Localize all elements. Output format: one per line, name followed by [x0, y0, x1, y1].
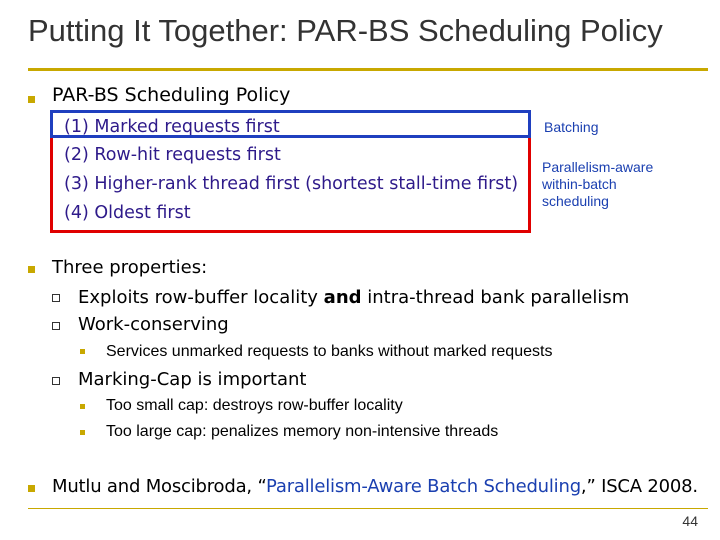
sub-sub-bullet-marker	[80, 349, 85, 354]
sub-bullet-marker	[52, 377, 60, 385]
marking-cap-small-detail: Too small cap: destroys row-buffer locality	[106, 397, 403, 414]
bullet-scheduling-policy: PAR-BS Scheduling Policy	[52, 84, 291, 106]
property-locality-text-post: intra-thread bank parallelism	[361, 287, 630, 308]
property-work-conserving: Work-conserving	[78, 314, 229, 335]
parallelism-label-line-1: Parallelism-aware	[542, 159, 654, 175]
property-locality-text-pre: Exploits row-buffer locality	[78, 287, 324, 308]
batching-label: Batching	[544, 119, 599, 135]
reference-paper-link[interactable]: Parallelism-Aware Batch Scheduling	[266, 476, 581, 497]
property-work-conserving-detail: Services unmarked requests to banks without marked requests	[106, 343, 553, 360]
sub-sub-bullet-marker	[80, 404, 85, 409]
property-locality-and: and	[323, 287, 362, 308]
parallelism-label-line-3: scheduling	[542, 193, 609, 209]
policy-item-3: (3) Higher-rank thread first (shortest stall-time first)	[64, 174, 519, 194]
sub-bullet-marker	[52, 294, 60, 302]
property-marking-cap: Marking-Cap is important	[78, 369, 307, 390]
title-divider	[28, 68, 708, 71]
bullet-marker	[28, 485, 35, 492]
marking-cap-large-detail: Too large cap: penalizes memory non-intensive threads	[106, 423, 499, 440]
policy-item-2: (2) Row-hit requests first	[64, 145, 281, 165]
page-number: 44	[682, 513, 698, 529]
reference-authors: Mutlu and Moscibroda, “	[52, 476, 267, 497]
reference-citation	[52, 475, 698, 499]
sub-sub-bullet-marker	[80, 430, 85, 435]
batching-box	[50, 110, 531, 138]
parallelism-label-line-2: within-batch	[542, 176, 617, 192]
footer-divider	[28, 508, 708, 509]
property-locality	[78, 286, 629, 310]
reference-venue: ,” ISCA 2008.	[580, 476, 698, 497]
sub-bullet-marker	[52, 322, 60, 330]
policy-item-4: (4) Oldest first	[64, 203, 191, 223]
slide-title: Putting It Together: PAR-BS Scheduling Policy	[28, 13, 663, 48]
bullet-marker	[28, 266, 35, 273]
bullet-three-properties: Three properties:	[52, 257, 208, 278]
bullet-marker	[28, 96, 35, 103]
policy-item-1: (1) Marked requests first	[64, 117, 280, 137]
